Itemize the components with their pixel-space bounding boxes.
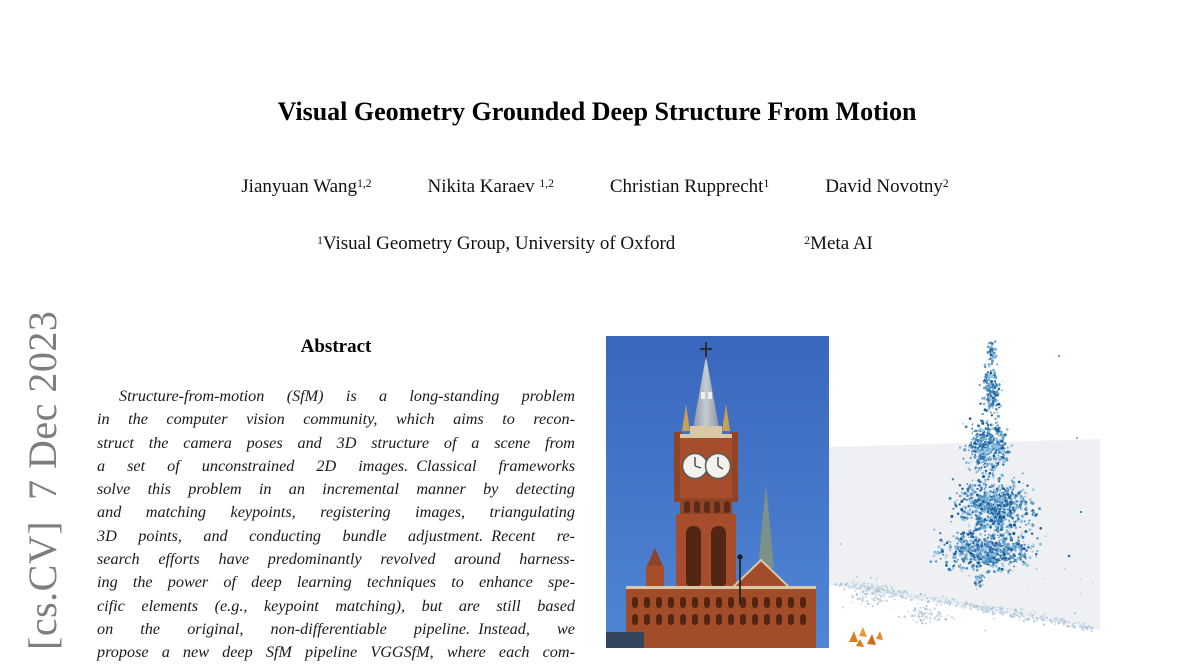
author-name: Nikita Karaev $^{1,2}$ xyxy=(427,176,554,197)
abstract-line: struct the camera poses and 3D structure of a scene from xyxy=(97,433,575,452)
paper-title: Visual Geometry Grounded Deep Structure From Motion xyxy=(277,97,917,126)
author-name: David Novotny$^2$ xyxy=(825,176,949,197)
author-affiliation-superscript: 1,2 xyxy=(357,176,372,190)
arxiv-sidebar-stamp: [cs.CV] 7 Dec 2023 xyxy=(20,310,65,650)
affiliation-superscript: 2 xyxy=(804,233,811,247)
authors-row xyxy=(0,176,1190,198)
camera-frustums xyxy=(849,627,883,647)
viewer-backdrop xyxy=(829,439,1100,630)
abstract-line: ing the power of deep learning techniques to enhance spe- xyxy=(97,573,575,592)
abstract-line: and matching keypoints, registering images, triangulating xyxy=(97,503,575,522)
abstract-line: in the computer vision community, which aims to recon- xyxy=(97,410,575,429)
abstract-heading: Abstract xyxy=(300,336,372,357)
input-photo xyxy=(606,336,829,648)
author-affiliation-superscript: 2 xyxy=(942,176,949,190)
affiliations-row xyxy=(0,233,1190,255)
abstract-line: Structure-from-motion (SfM) is a long-standing problem xyxy=(119,387,575,405)
affiliation-superscript: 1 xyxy=(317,233,323,247)
abstract-line: search efforts have predominantly revolved around harness- xyxy=(97,550,575,569)
abstract-line: solve this problem in an incremental manner by detecting xyxy=(97,480,575,499)
abstract-line: 3D points, and conducting bundle adjustment. Recent re- xyxy=(97,526,575,545)
abstract-line: a set of unconstrained 2D images. Classical frameworks xyxy=(97,456,575,475)
abstract-line: propose a new deep SfM pipeline VGGSfM, where each com- xyxy=(97,643,575,662)
author-affiliation-superscript: 1,2 xyxy=(539,176,554,190)
teaser-figure xyxy=(606,336,1100,648)
abstract-text xyxy=(97,385,575,665)
author-affiliation-superscript: 1 xyxy=(763,176,770,190)
abstract-line: on the original, non-differentiable pipeline. Instead, we xyxy=(97,619,575,638)
author-name: Christian Rupprecht$^1$ xyxy=(609,176,770,197)
abstract-section xyxy=(97,336,575,662)
affiliation: $^2$Meta AI xyxy=(804,233,873,254)
affiliation: $^1$Visual Geometry Group, University of Oxford xyxy=(317,233,676,254)
pointcloud-figure xyxy=(829,336,1100,648)
abstract-line: cific elements (e.g., keypoint matching), but are still based xyxy=(97,596,575,615)
author-name: Jianyuan Wang$^{1,2}$ xyxy=(241,176,372,197)
